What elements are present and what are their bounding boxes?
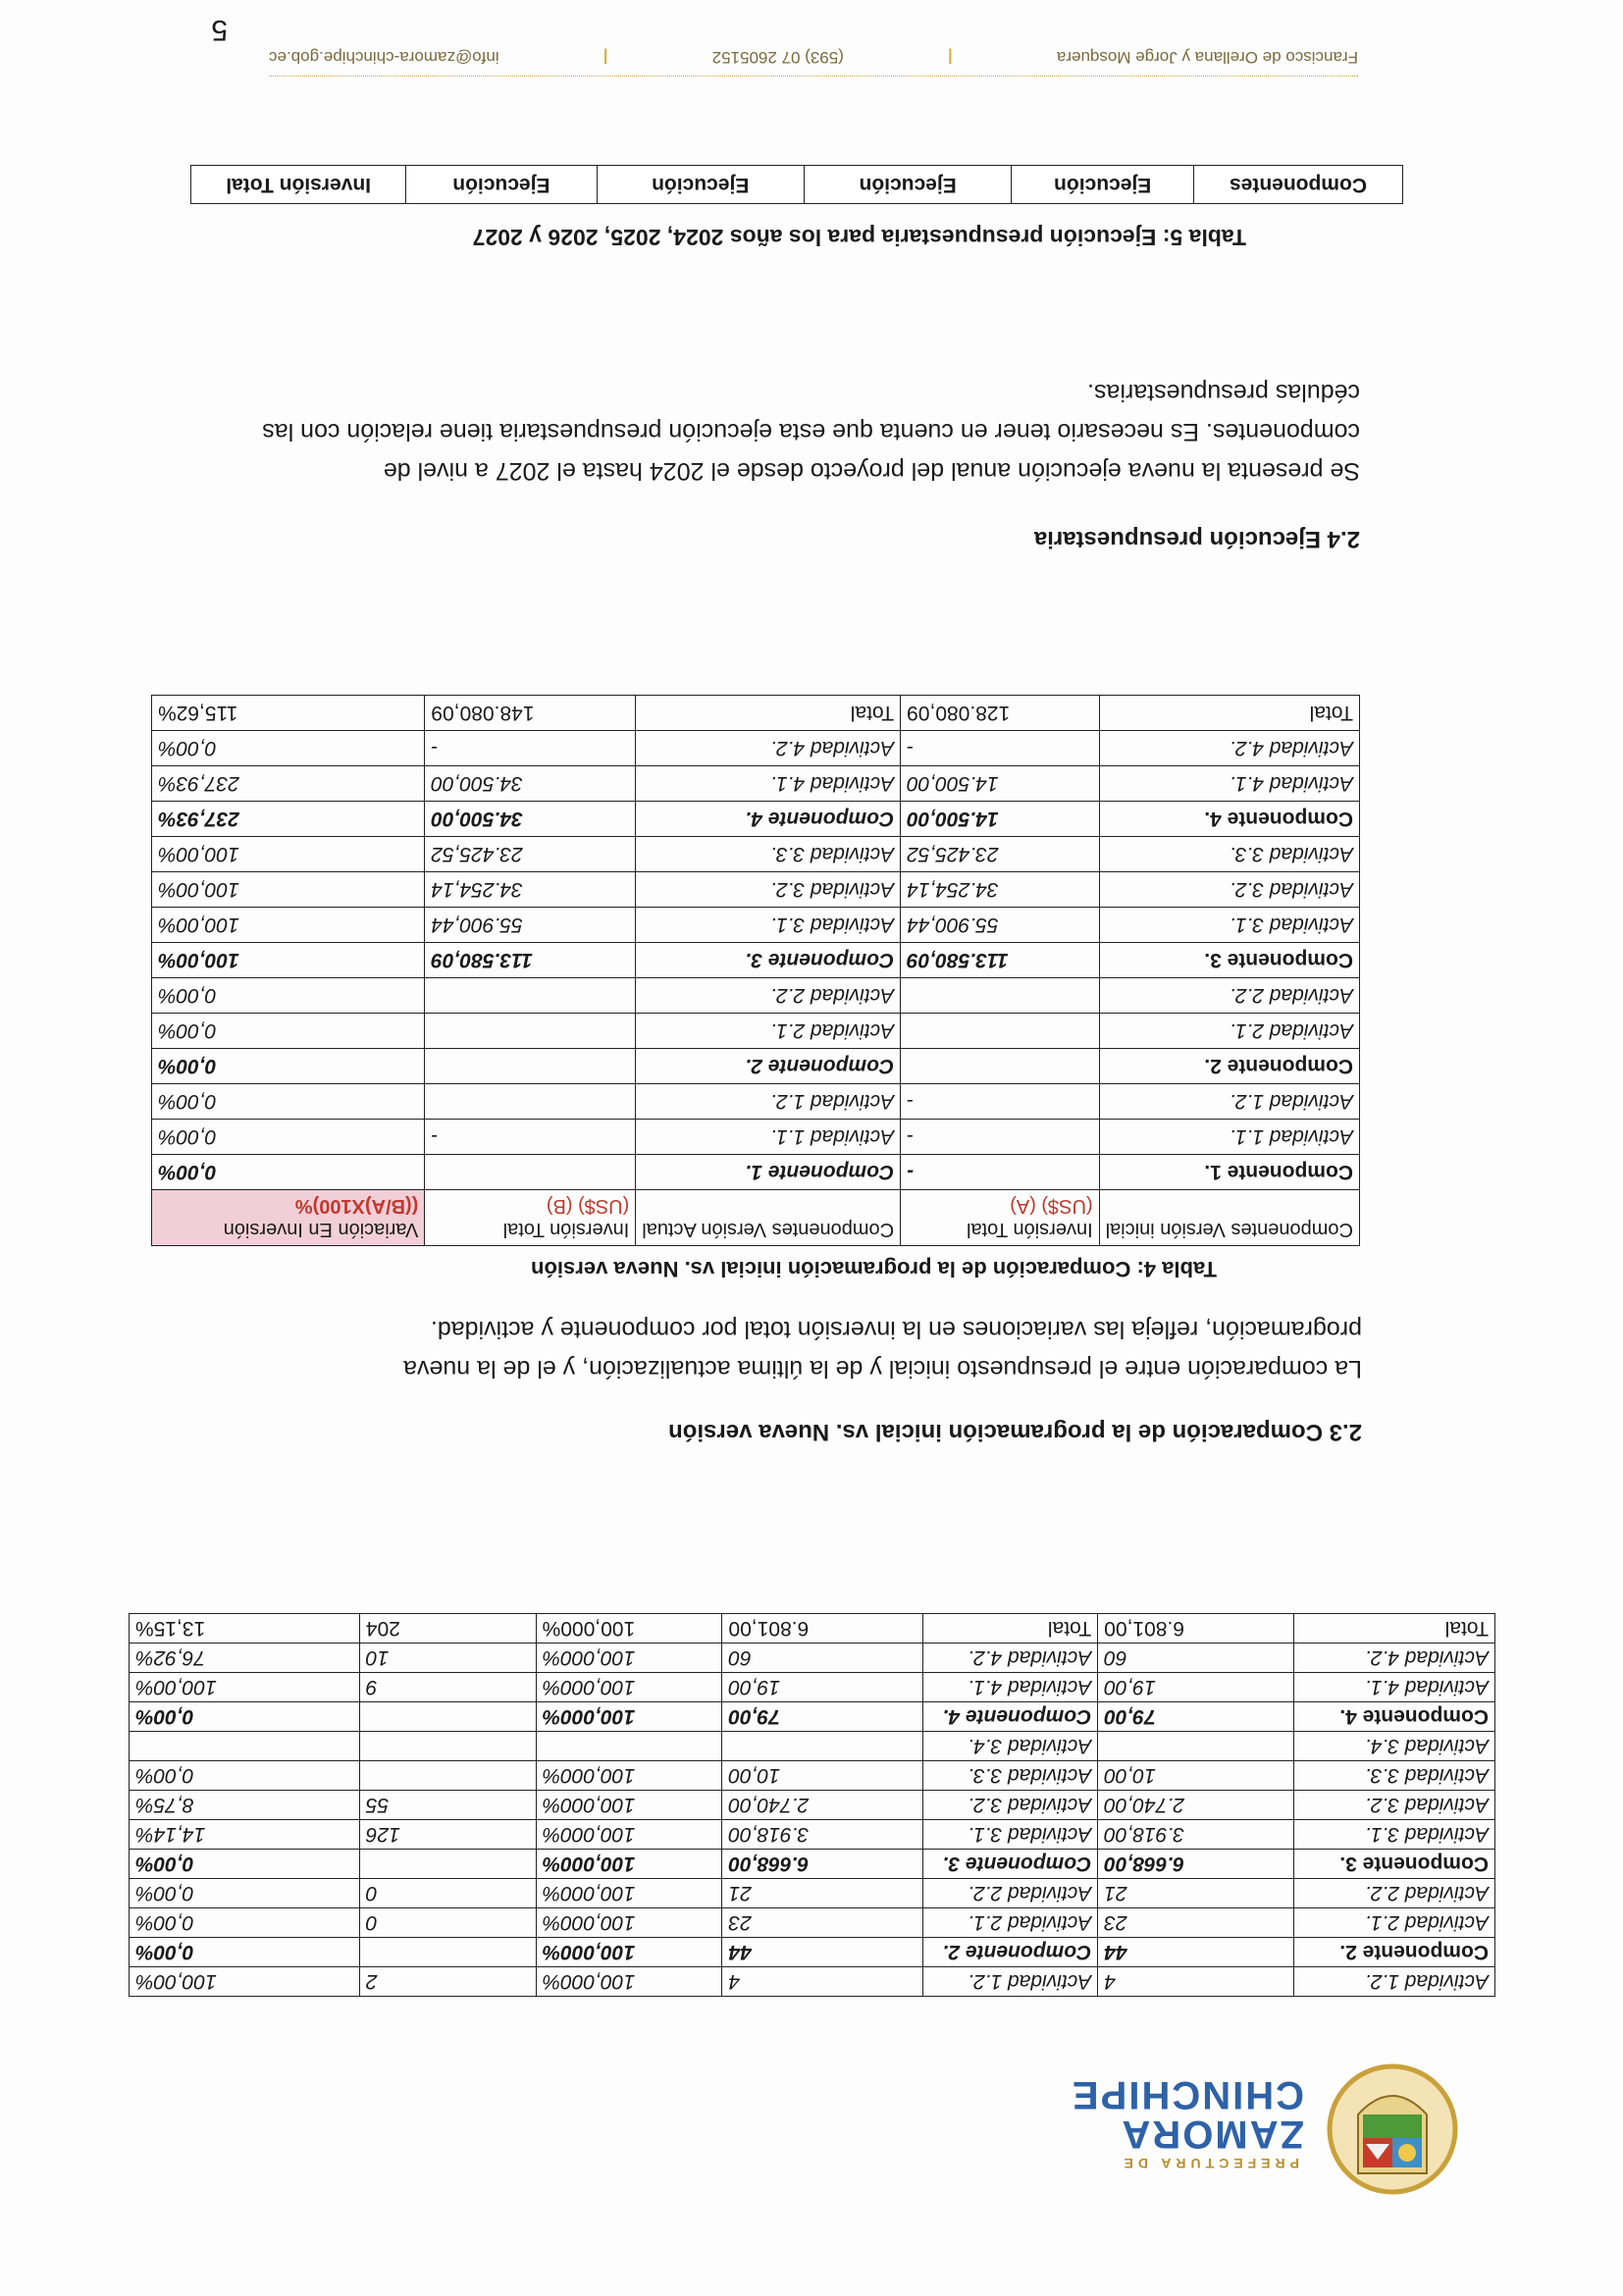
table-cell: 6.668,00 xyxy=(1098,1850,1294,1879)
table-cell: 6.668,00 xyxy=(722,1850,923,1879)
table-cell: 237,93% xyxy=(152,766,425,802)
table-cell: 9 xyxy=(359,1673,536,1702)
table-cell: Actividad 2.1. xyxy=(1099,1014,1359,1049)
table-cell: 100,00% xyxy=(130,1673,360,1702)
table-cell: 0,00% xyxy=(152,1120,425,1155)
logo-prefix: PREFECTURA DE xyxy=(1119,2156,1299,2171)
table-cell: 0,00% xyxy=(130,1879,360,1908)
table-cell: 100,000% xyxy=(536,1938,722,1967)
table-cell: 148.080,09 xyxy=(425,696,636,731)
table-row xyxy=(152,1084,1360,1120)
table-cell xyxy=(901,978,1100,1014)
table-cell: Total xyxy=(923,1614,1098,1644)
table-cell: Componente 2. xyxy=(1294,1938,1495,1967)
table-row xyxy=(130,1938,1495,1967)
table-cell: 6.801,00 xyxy=(1098,1614,1294,1644)
t5-header-exec-2026: Ejecución xyxy=(597,166,804,204)
table-row xyxy=(152,731,1360,766)
table-cell: 10,00 xyxy=(1098,1761,1294,1791)
table-cell: Actividad 3.4. xyxy=(923,1732,1098,1761)
table-cell: Actividad 1.2. xyxy=(1099,1084,1359,1120)
t4-header-variation: Variación En Inversión ((B/A)X100)% xyxy=(152,1190,425,1246)
table-cell xyxy=(425,978,636,1014)
table-5-caption: Tabla 5: Ejecución presupuestaria para los años 2024, 2025, 2026 y 2027 xyxy=(472,225,1246,250)
table-cell: 100,00% xyxy=(152,908,425,943)
table-cell: 0,00% xyxy=(152,1084,425,1120)
table-cell: 0,00% xyxy=(130,1761,360,1791)
table-cell: Componente 4. xyxy=(1294,1702,1495,1732)
table-5 xyxy=(190,165,1403,204)
table-cell: Componente 1. xyxy=(636,1155,901,1190)
table-cell: - xyxy=(901,1084,1100,1120)
table-cell: 14.500,00 xyxy=(901,766,1100,802)
table-cell: 100,000% xyxy=(536,1879,722,1908)
table-cell xyxy=(359,1761,536,1791)
table-cell: 0,00% xyxy=(152,731,425,766)
table-cell: - xyxy=(901,1120,1100,1155)
table-cell: - xyxy=(425,731,636,766)
table-cell: 100,000% xyxy=(536,1644,722,1673)
table-row xyxy=(130,1967,1495,1997)
table-cell: Actividad 3.3. xyxy=(636,837,901,872)
table-4 xyxy=(151,695,1360,1246)
table-cell xyxy=(130,1732,360,1761)
section-2-4-heading: 2.4 Ejecución presupuestaria xyxy=(1033,526,1360,552)
table-cell: 60 xyxy=(1098,1644,1294,1673)
table-cell: Actividad 3.1. xyxy=(1099,908,1359,943)
table-cell: 60 xyxy=(722,1644,923,1673)
footer-address: Francisco de Orellana y Jorge Mosquera xyxy=(1056,48,1358,67)
logo-line-1: ZAMORA xyxy=(1120,2113,1304,2156)
table-row xyxy=(130,1879,1495,1908)
table-row xyxy=(152,837,1360,872)
table-cell: 55 xyxy=(359,1791,536,1820)
table-cell: 100,000% xyxy=(536,1967,722,1997)
table-cell: Total xyxy=(1294,1614,1495,1644)
table-cell: Actividad 1.1. xyxy=(1099,1120,1359,1155)
footer-email: info@zamora-chinchipe.gob.ec xyxy=(269,48,499,67)
table-cell: 10 xyxy=(359,1644,536,1673)
table-cell: 2 xyxy=(359,1967,536,1997)
table-cell: 4 xyxy=(722,1967,923,1997)
table-cell: 0,00% xyxy=(130,1702,360,1732)
table-cell: 126 xyxy=(359,1820,536,1850)
table-cell: - xyxy=(901,1155,1100,1190)
table-cell: 100,000% xyxy=(536,1761,722,1791)
table-cell xyxy=(1098,1732,1294,1761)
table-cell: 14,14% xyxy=(130,1820,360,1850)
table-cell xyxy=(425,1049,636,1084)
table-cell: Componente 3. xyxy=(636,943,901,978)
table-cell: 0,00% xyxy=(130,1938,360,1967)
table-cell: Actividad 1.1. xyxy=(636,1120,901,1155)
table-4-caption: Tabla 4: Comparación de la programación inicial vs. Nueva versión xyxy=(531,1257,1217,1281)
table-cell: 0 xyxy=(359,1879,536,1908)
table-row xyxy=(152,1014,1360,1049)
table-cell: 128.080,09 xyxy=(901,696,1100,731)
table-row xyxy=(130,1732,1495,1761)
table-cell: Actividad 3.2. xyxy=(1294,1791,1495,1820)
table-cell: 100,000% xyxy=(536,1850,722,1879)
table-cell: 14.500,00 xyxy=(901,802,1100,837)
section-2-3-heading: 2.3 Comparación de la programación inicial vs. Nueva versión xyxy=(668,1419,1362,1445)
table-row xyxy=(152,1155,1360,1190)
t4-header-investment-b: Inversión Total (US$) (B) xyxy=(425,1190,636,1246)
t4-header-components-initial: Componentes Versión inicial xyxy=(1099,1190,1359,1246)
table-cell: 100,000% xyxy=(536,1908,722,1938)
table-cell: Actividad 3.2. xyxy=(1099,872,1359,908)
table-cell: 3.918,00 xyxy=(1098,1820,1294,1850)
table-cell: 0 xyxy=(359,1908,536,1938)
table-row xyxy=(152,766,1360,802)
table-cell: Total xyxy=(636,696,901,731)
footer-separator: | xyxy=(948,48,953,67)
table-cell: Actividad 3.1. xyxy=(1294,1820,1495,1850)
table-row xyxy=(130,1850,1495,1879)
table-cell xyxy=(359,1732,536,1761)
table-cell: 0,00% xyxy=(152,1155,425,1190)
table-cell: Componente 3. xyxy=(923,1850,1098,1879)
table-cell: 100,000% xyxy=(536,1791,722,1820)
table-row xyxy=(152,802,1360,837)
table-cell: 204 xyxy=(359,1614,536,1644)
table-cell: Actividad 2.1. xyxy=(1294,1908,1495,1938)
t4-header-investment-a: Inversión Total (US$) (A) xyxy=(901,1190,1100,1246)
table-cell: Actividad 3.4. xyxy=(1294,1732,1495,1761)
table-cell: Actividad 2.1. xyxy=(636,1014,901,1049)
table-cell: 23.425,52 xyxy=(425,837,636,872)
table-cell: Actividad 3.3. xyxy=(1099,837,1359,872)
footer-separator: | xyxy=(602,48,608,67)
table-cell: 3.918,00 xyxy=(722,1820,923,1850)
table-cell: 0,00% xyxy=(130,1908,360,1938)
table-cell: Actividad 4.1. xyxy=(636,766,901,802)
table-cell: 21 xyxy=(1098,1879,1294,1908)
table-cell: 19,00 xyxy=(722,1673,923,1702)
continued-table xyxy=(129,1613,1495,1997)
table-cell: 100,00% xyxy=(152,872,425,908)
footer xyxy=(269,47,1358,67)
table-cell: 44 xyxy=(1098,1938,1294,1967)
table-cell: Actividad 1.2. xyxy=(1294,1967,1495,1997)
table-cell: 0,00% xyxy=(152,1014,425,1049)
table-cell: 13,15% xyxy=(130,1614,360,1644)
section-2-4-paragraph: Se presenta la nueva ejecución anual del proyecto desde el 2024 hasta el 2027 a nivel de componentes. Es necesario tener en cuenta que esta ejecución presupuestaria tiene relación con las cédulas presupuestarias. xyxy=(262,379,1360,485)
table-cell: 100,00% xyxy=(152,943,425,978)
table-cell: Componente 2. xyxy=(923,1938,1098,1967)
table-cell: Actividad 3.3. xyxy=(923,1761,1098,1791)
table-cell: 76,92% xyxy=(130,1644,360,1673)
table-cell: 6.801,00 xyxy=(722,1614,923,1644)
table-cell: 0,00% xyxy=(152,978,425,1014)
table-cell: Componente 1. xyxy=(1099,1155,1359,1190)
table-cell: Componente 4. xyxy=(636,802,901,837)
table-cell: 34.254,14 xyxy=(901,872,1100,908)
table-cell: Actividad 3.1. xyxy=(923,1820,1098,1850)
table-cell: Componente 2. xyxy=(636,1049,901,1084)
table-cell: 21 xyxy=(722,1879,923,1908)
t5-header-exec-2024: Ejecución xyxy=(1012,166,1194,204)
table-cell: 100,00% xyxy=(152,837,425,872)
table-cell: Actividad 2.1. xyxy=(923,1908,1098,1938)
table-cell: Actividad 1.2. xyxy=(923,1967,1098,1997)
footer-rule xyxy=(269,76,1358,77)
table-cell xyxy=(359,1850,536,1879)
table-cell: - xyxy=(425,1120,636,1155)
table-cell: Actividad 4.1. xyxy=(1294,1673,1495,1702)
table-cell: 100,00% xyxy=(130,1967,360,1997)
table-row xyxy=(152,908,1360,943)
table-cell: 0,00% xyxy=(130,1850,360,1879)
table-cell: 55.900,44 xyxy=(425,908,636,943)
table-cell xyxy=(901,1014,1100,1049)
table-row xyxy=(130,1908,1495,1938)
table-cell xyxy=(425,1014,636,1049)
table-cell: Actividad 3.1. xyxy=(636,908,901,943)
table-cell: 4 xyxy=(1098,1967,1294,1997)
t5-header-exec-2027: Ejecución xyxy=(406,166,597,204)
t5-header-exec-2025: Ejecución xyxy=(804,166,1011,204)
table-cell: 2.740,00 xyxy=(722,1791,923,1820)
table-cell: 100,000% xyxy=(536,1702,722,1732)
table-cell: Actividad 2.2. xyxy=(1294,1879,1495,1908)
table-row xyxy=(130,1791,1495,1820)
table-cell xyxy=(722,1732,923,1761)
total-row xyxy=(130,1614,1495,1644)
table-cell: Actividad 2.2. xyxy=(636,978,901,1014)
table-cell: 79,00 xyxy=(1098,1702,1294,1732)
table-cell: 100,000% xyxy=(536,1820,722,1850)
table-row xyxy=(152,943,1360,978)
table-cell xyxy=(536,1732,722,1761)
table-cell: 34.500,00 xyxy=(425,766,636,802)
table-cell: 113.580,09 xyxy=(425,943,636,978)
table-cell: Actividad 4.2. xyxy=(923,1644,1098,1673)
section-2-3-paragraph: La comparación entre el presupuesto inicial y de la última actualización, y el de la nueva programación, refleja las variaciones en la inversión total por componente y actividad. xyxy=(403,1316,1362,1383)
table-cell: 237,93% xyxy=(152,802,425,837)
table-cell xyxy=(359,1938,536,1967)
table-cell: 23 xyxy=(722,1908,923,1938)
table-cell: Actividad 4.2. xyxy=(1294,1644,1495,1673)
table-cell: Componente 4. xyxy=(923,1702,1098,1732)
table-cell xyxy=(425,1084,636,1120)
table-row xyxy=(152,1120,1360,1155)
table-cell: 2.740,00 xyxy=(1098,1791,1294,1820)
footer-phone: (593) 07 2605152 xyxy=(711,48,844,67)
table-row xyxy=(130,1820,1495,1850)
table-row xyxy=(130,1761,1495,1791)
table-cell: Actividad 2.2. xyxy=(1099,978,1359,1014)
table-cell: Actividad 4.1. xyxy=(923,1673,1098,1702)
table-cell: Total xyxy=(1099,696,1359,731)
total-row xyxy=(152,696,1360,731)
table-cell: Componente 4. xyxy=(1099,802,1359,837)
table-cell xyxy=(359,1702,536,1732)
table-cell: Actividad 3.2. xyxy=(923,1791,1098,1820)
table-cell: 79,00 xyxy=(722,1702,923,1732)
t5-header-total: Inversión Total xyxy=(191,166,406,204)
table-cell: 8,75% xyxy=(130,1791,360,1820)
table-cell: 55.900,44 xyxy=(901,908,1100,943)
table-cell: Actividad 2.2. xyxy=(923,1879,1098,1908)
table-cell: 34.254,14 xyxy=(425,872,636,908)
table-cell: 34.500,00 xyxy=(425,802,636,837)
table-cell: 44 xyxy=(722,1938,923,1967)
table-cell: 23 xyxy=(1098,1908,1294,1938)
table-cell: Actividad 3.3. xyxy=(1294,1761,1495,1791)
table-cell: Componente 3. xyxy=(1294,1850,1495,1879)
table-cell: - xyxy=(901,731,1100,766)
table-cell: Actividad 4.2. xyxy=(1099,731,1359,766)
table-row xyxy=(152,1049,1360,1084)
table-row xyxy=(130,1673,1495,1702)
t5-header-components: Componentes xyxy=(1194,166,1403,204)
table-row xyxy=(152,978,1360,1014)
table-cell: Actividad 4.1. xyxy=(1099,766,1359,802)
table-cell: Actividad 1.2. xyxy=(636,1084,901,1120)
table-cell: 115,62% xyxy=(152,696,425,731)
coat-of-arms-icon xyxy=(1319,2056,1466,2203)
table-cell: 23.425,52 xyxy=(901,837,1100,872)
table-cell: Componente 3. xyxy=(1099,943,1359,978)
table-row xyxy=(152,872,1360,908)
table-cell xyxy=(901,1049,1100,1084)
table-cell: 100,000% xyxy=(536,1673,722,1702)
table-cell: 113.580,09 xyxy=(901,943,1100,978)
table-cell xyxy=(425,1155,636,1190)
table-cell: 19,00 xyxy=(1098,1673,1294,1702)
page-number: 5 xyxy=(211,14,228,46)
table-cell: 0,00% xyxy=(152,1049,425,1084)
table-cell: 100,000% xyxy=(536,1614,722,1644)
prefectura-logo xyxy=(1070,2056,1466,2203)
table-cell: Actividad 4.2. xyxy=(636,731,901,766)
t4-header-components-current: Componentes Versión Actual xyxy=(636,1190,901,1246)
table-cell: 10,00 xyxy=(722,1761,923,1791)
table-cell: Actividad 3.2. xyxy=(636,872,901,908)
table-row xyxy=(130,1702,1495,1732)
logo-line-2: CHINCHIPE xyxy=(1070,2073,1304,2116)
table-cell: Componente 2. xyxy=(1099,1049,1359,1084)
table-row xyxy=(130,1644,1495,1673)
